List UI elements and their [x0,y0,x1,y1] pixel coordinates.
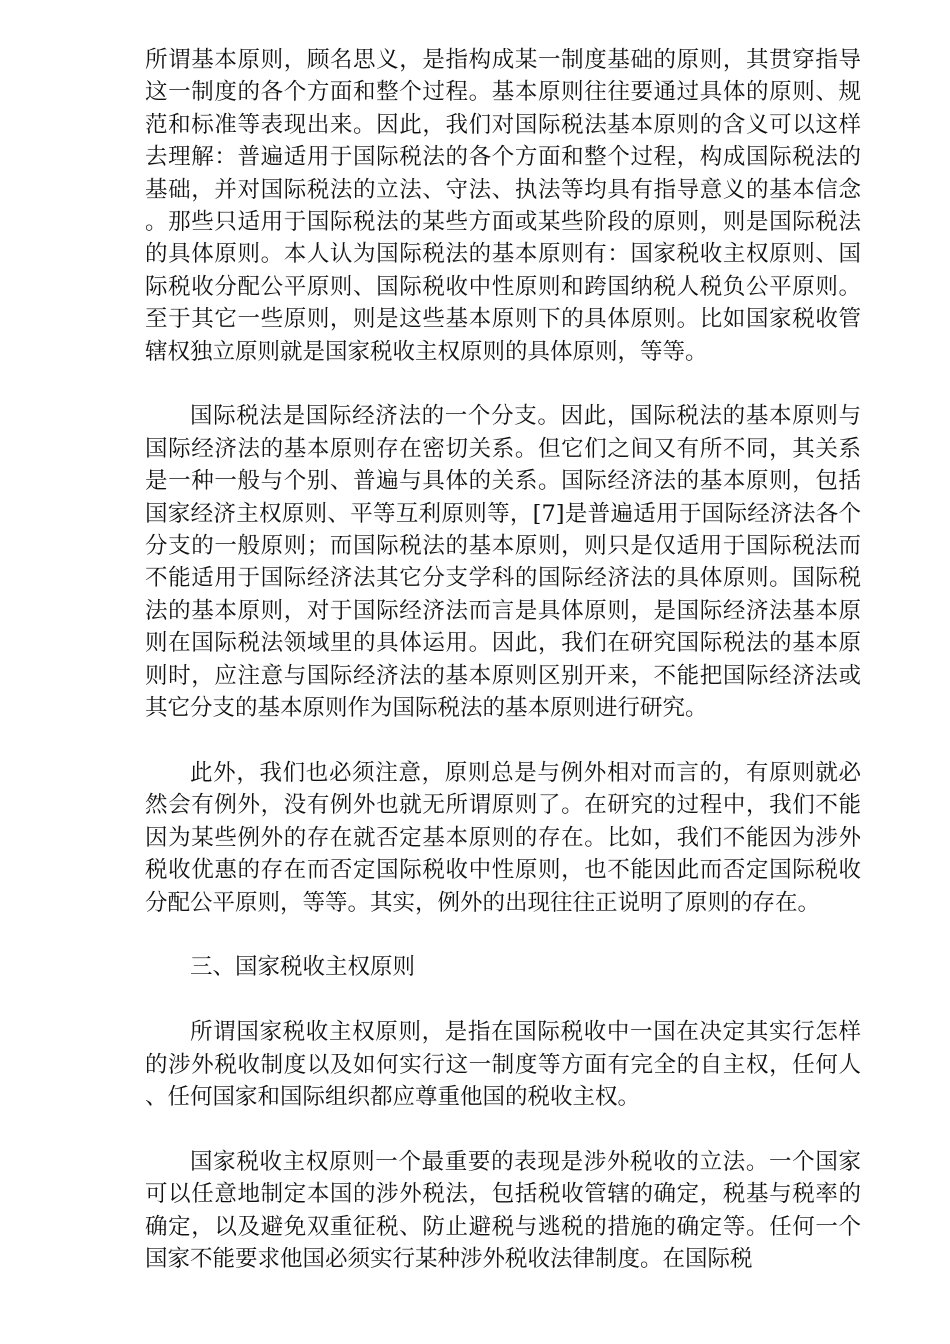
paragraph-tax-sovereignty-legislation: 国家税收主权原则一个最重要的表现是涉外税收的立法。一个国家可以任意地制定本国的涉外税法，包括税收管辖的确定，税基与税率的确定，以及避免双重征税、防止避税与逃税的措施的确定等。任何一个国家不能要求他国必须实行某种涉外税收法律制度。在国际税 [145,1148,861,1272]
paragraph-relation-to-economic-law: 国际税法是国际经济法的一个分支。因此，国际税法的基本原则与国际经济法的基本原则存在密切关系。但它们之间又有所不同，其关系是一种一般与个别、普遍与具体的关系。国际经济法的基本原则，包括国家经济主权原则、平等互利原则等，[7]是普遍适用于国际经济法各个分支的一般原则；而国际税法的基本原则，则只是仅适用于国际税法而不能适用于国际经济法其它分支学科的国际经济法的具体原则。国际税法的基本原则，对于国际经济法而言是具体原则，是国际经济法基本原则在国际税法领域里的具体运用。因此，我们在研究国际税法的基本原则时，应注意与国际经济法的基本原则区别开来，不能把国际经济法或其它分支的基本原则作为国际税法的基本原则进行研究。 [145,403,861,722]
paragraph-tax-sovereignty-definition: 所谓国家税收主权原则，是指在国际税收中一国在决定其实行怎样的涉外税收制度以及如何实行这一制度等方面有完全的自主权，任何人、任何国家和国际组织都应尊重他国的税收主权。 [145,1019,861,1110]
paragraph-principles-and-exceptions: 此外，我们也必须注意，原则总是与例外相对而言的，有原则就必然会有例外，没有例外也就无所谓原则了。在研究的过程中，我们不能因为某些例外的存在就否定基本原则的存在。比如，我们不能因为涉外税收优惠的存在而否定国际税收中性原则，也不能因此而否定国际税收分配公平原则，等等。其实，例外的出现往往正说明了原则的存在。 [145,759,861,916]
section-heading: 三、国家税收主权原则 [190,954,416,981]
document-page [145,44,861,1308]
paragraph-basic-principle-definition: 所谓基本原则，顾名思义，是指构成某一制度基础的原则，其贯穿指导这一制度的各个方面和整个过程。基本原则往往要通过具体的原则、规范和标准等表现出来。因此，我们对国际税法基本原则的含义可以这样去理解：普遍适用于国际税法的各个方面和整个过程，构成国际税法的基础，并对国际税法的立法、守法、执法等均具有指导意义的基本信念。那些只适用于国际税法的某些方面或某些阶段的原则，则是国际税法的具体原则。本人认为国际税法的基本原则有：国家税收主权原则、国际税收分配公平原则、国际税收中性原则和跨国纳税人税负公平原则。至于其它一些原则，则是这些基本原则下的具体原则。比如国家税收管辖权独立原则就是国家税收主权原则的具体原则，等等。 [145,47,861,365]
